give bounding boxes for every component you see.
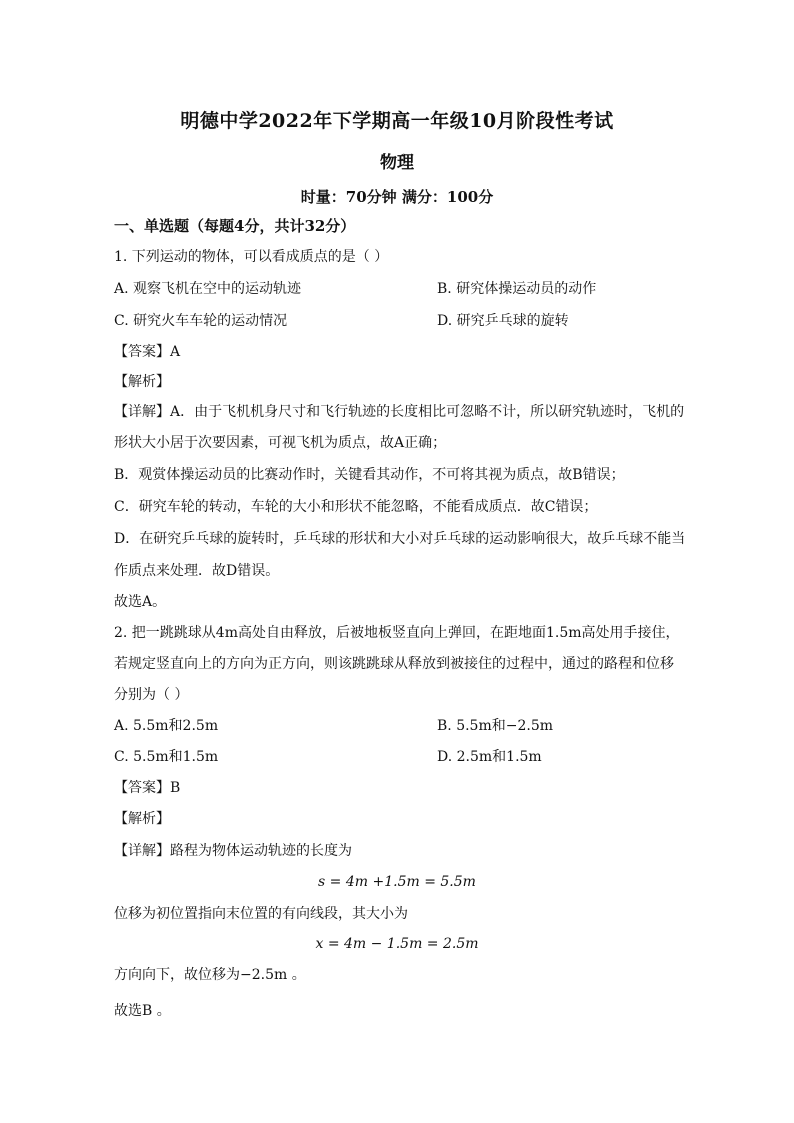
- q2-stem-line: 分别为（ ）: [114, 687, 189, 703]
- q2-option-a: A. 5.5m和2.5m: [114, 718, 219, 734]
- q2-option-b: B. 5.5m和−2.5m: [437, 718, 553, 734]
- q1-detail-line: B．观赏体操运动员的比赛动作时，关键看其动作，不可将其视为质点，故B错误；: [114, 467, 625, 483]
- q1-option-d: D. 研究乒乓球的旋转: [437, 313, 569, 329]
- q2-option-c: C. 5.5m和1.5m: [114, 749, 219, 765]
- q2-equation-path: s = 4m +1.5m = 5.5m: [318, 874, 476, 890]
- q2-detail-displacement: 位移为初位置指向末位置的有向线段，其大小为: [114, 906, 408, 922]
- subject-title: 物理: [380, 153, 414, 173]
- q1-stem: 1. 下列运动的物体，可以看成质点的是（ ）: [114, 249, 389, 265]
- q2-detail-direction: 方向向下，故位移为−2.5m 。: [114, 967, 306, 983]
- q1-detail-line: C．研究车轮的转动，车轮的大小和形状不能忽略，不能看成质点．故C错误；: [114, 499, 598, 515]
- q1-answer: 【答案】A: [114, 344, 181, 360]
- q1-analysis-label: 【解析】: [114, 374, 170, 390]
- time-score-info: 时量：70分钟 满分：100分: [300, 188, 494, 206]
- q1-detail-line: D．在研究乒乓球的旋转时，乒乓球的形状和大小对乒乓球的运动影响很大，故乒乓球不能当: [114, 531, 686, 547]
- q1-detail-line: 【详解】A．由于飞机机身尺寸和飞行轨迹的长度相比可忽略不计，所以研究轨迹时，飞机的: [114, 404, 685, 420]
- q2-stem-line: 2. 把一跳跳球从4m高处自由释放，后被地板竖直向上弹回，在距地面1.5m高处用手接住，: [114, 625, 680, 641]
- q1-option-b: B. 研究体操运动员的动作: [437, 281, 597, 297]
- q2-stem-line: 若规定竖直向上的方向为正方向，则该跳跳球从释放到被接住的过程中，通过的路程和位移: [114, 656, 674, 672]
- exam-title: 明德中学2022年下学期高一年级10月阶段性考试: [180, 110, 614, 132]
- q1-detail-line: 作质点来处理．故D错误。: [114, 563, 280, 579]
- q2-conclusion: 故选B 。: [114, 1003, 171, 1019]
- q2-analysis-label: 【解析】: [114, 811, 170, 827]
- section-heading: 一、单选题（每题4分，共计32分）: [114, 217, 356, 235]
- q1-conclusion: 故选A。: [114, 594, 167, 610]
- q1-detail-line: 形状大小居于次要因素，可视飞机为质点，故A正确；: [114, 435, 447, 451]
- q2-detail-path: 【详解】路程为物体运动轨迹的长度为: [114, 843, 352, 859]
- q2-equation-displacement: x = 4m − 1.5m = 2.5m: [315, 936, 479, 952]
- q1-option-c: C. 研究火车车轮的运动情况: [114, 313, 288, 329]
- q2-option-d: D. 2.5m和1.5m: [437, 749, 542, 765]
- q2-answer: 【答案】B: [114, 780, 181, 796]
- q1-option-a: A. 观察飞机在空中的运动轨迹: [114, 281, 302, 297]
